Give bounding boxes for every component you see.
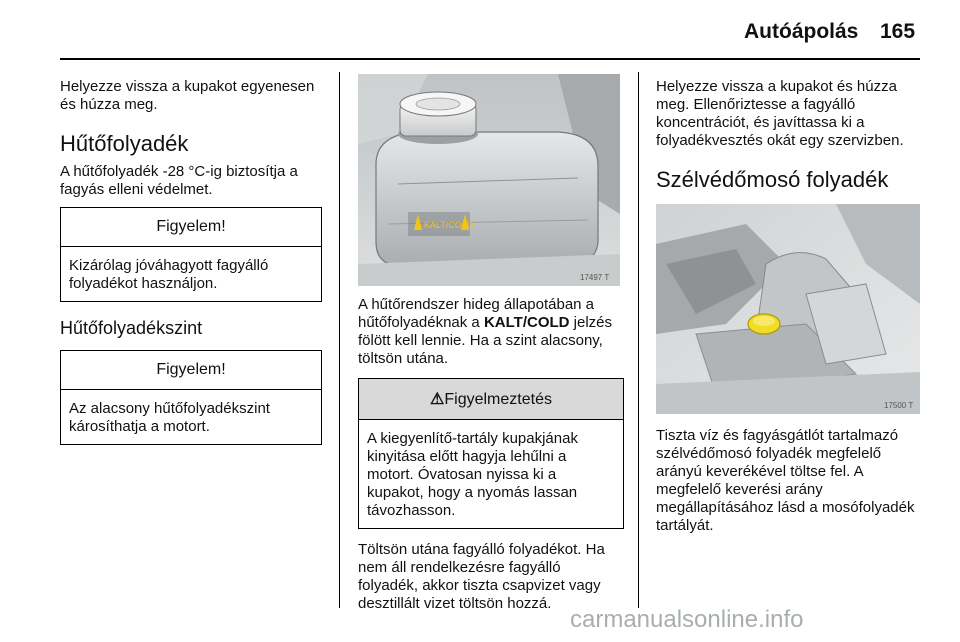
section-title: Autóápolás <box>744 20 859 43</box>
left-column <box>60 78 322 445</box>
coolant-reservoir-figure <box>358 74 620 286</box>
page-number: 165 <box>880 20 916 43</box>
right-column-lower <box>656 427 921 535</box>
column-divider <box>339 72 340 608</box>
header-rule <box>60 58 920 60</box>
notice-body: Az alacsony hűtőfolyadékszint károsíthatja a motort. <box>69 400 270 435</box>
washer-fluid-text: Tiszta víz és fagyásgátlót tartalmazó szélvédőmosó folyadék megfelelő arányú keverékével töltse fel. A megfelelő keverési arány megállapításához lásd a mosófolyadék tartályát. <box>656 427 915 534</box>
column-divider <box>638 72 639 608</box>
coolant-reservoir-illustration <box>358 74 620 286</box>
notice-box <box>60 350 322 445</box>
cap-instruction-text: Helyezze vissza a kupakot és húzza meg. Ellenőriztesse a fagyálló koncentrációt, és javíttassa ki a folyadékvesztés okát egy szervizben. <box>656 78 904 149</box>
notice-body: Kizárólag jóváhagyott fagyálló folyadékot használjon. <box>69 257 269 292</box>
warning-triangle-icon: ⚠ <box>430 391 445 408</box>
watermark: carmanualsonline.info <box>570 606 804 633</box>
middle-column <box>358 296 624 613</box>
refill-text: Töltsön utána fagyálló folyadékot. Ha nem áll rendelkezésre fagyálló folyadék, akkor tiszta csapvizet vagy desztillált vizet töltsön hozzá. <box>358 541 605 612</box>
coolant-level-text <box>358 296 624 368</box>
notice-title: Figyelem! <box>61 208 321 247</box>
right-column <box>656 78 921 194</box>
warning-header <box>359 379 623 420</box>
heading-coolant-level: Hűtőfolyadékszint <box>60 318 203 338</box>
coolant-text: A hűtőfolyadék -28 °C-ig biztosítja a fagyás elleni védelmet. <box>60 163 298 198</box>
kalt-cold-label: KALT/COLD <box>483 314 570 331</box>
intro-text: Helyezze vissza a kupakot egyenesen és húzza meg. <box>60 78 315 113</box>
figure-id: 17497 T <box>580 273 610 282</box>
text-part: A hűtőrendszer hideg állapotában a hűtőfolyadéknak a <box>358 296 595 331</box>
washer-reservoir-illustration <box>656 204 920 414</box>
heading-coolant: Hűtőfolyadék <box>60 131 189 156</box>
notice-title: Figyelem! <box>61 351 321 390</box>
figure-id: 17500 T <box>884 401 914 410</box>
warning-title: Figyelmeztetés <box>444 391 552 408</box>
washer-reservoir-figure <box>656 204 920 414</box>
kalt-cold-marking: KALT/COLD <box>424 220 474 230</box>
warning-body: A kiegyenlítő-tartály kupakjának kinyitása előtt hagyja lehűlni a motort. Óvatosan nyissa ki a kupakot, hogy a nyomás lassan távozhasson. <box>367 430 578 519</box>
heading-washer-fluid: Szélvédőmosó folyadék <box>656 167 889 192</box>
warning-box <box>358 378 624 529</box>
text-part: jelzés fölött kell lennie. Ha a szint alacsony, töltsön utána. <box>358 314 613 367</box>
notice-box <box>60 207 322 302</box>
